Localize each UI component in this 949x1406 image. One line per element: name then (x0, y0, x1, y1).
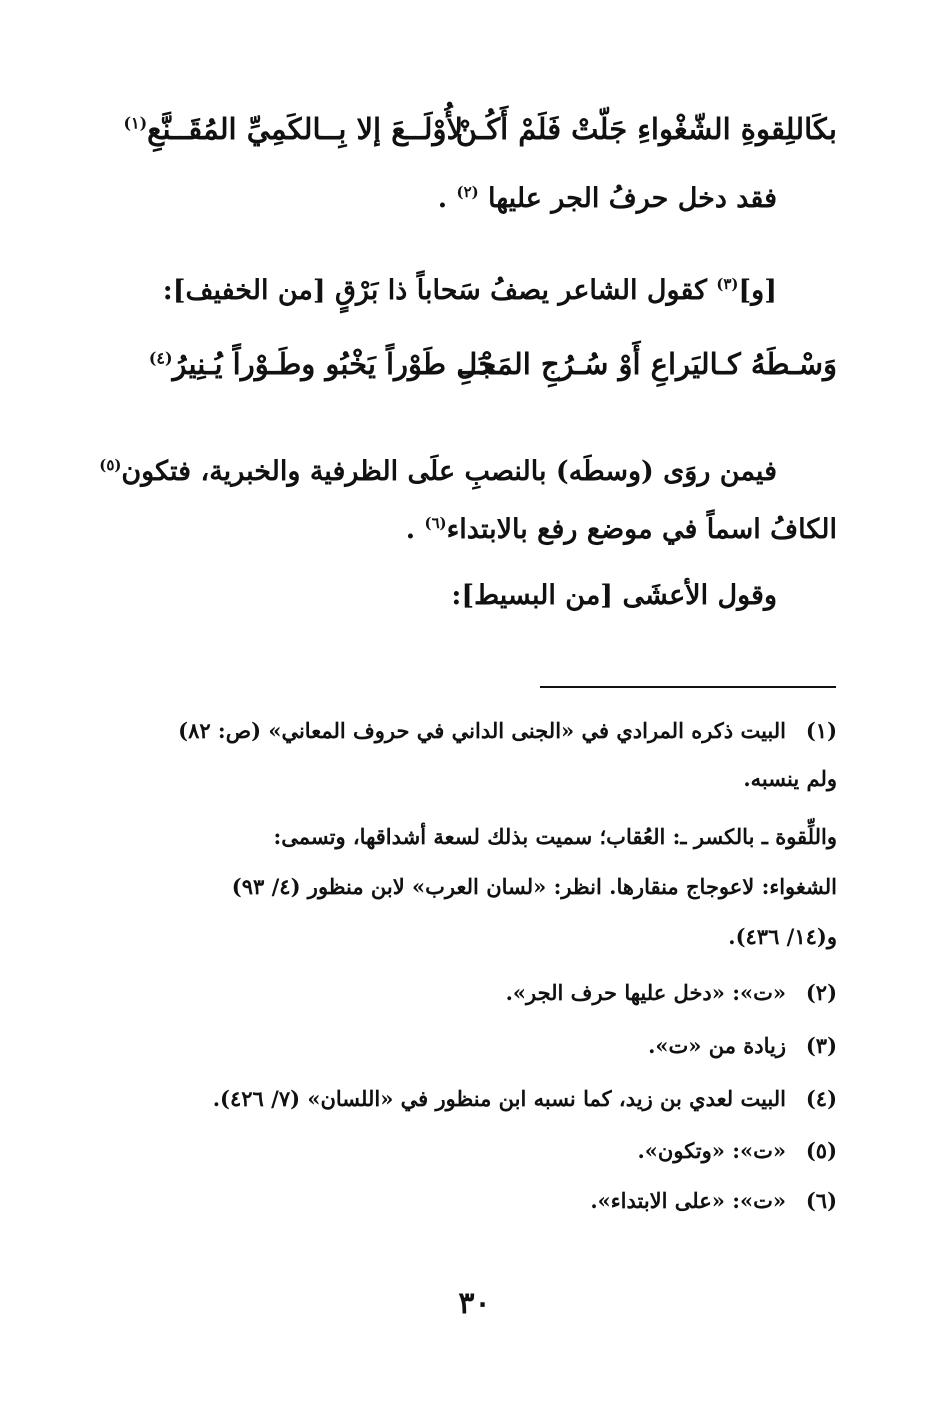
body-line-1-text: فقد دخل حرفُ الجر عليها (488, 183, 777, 214)
footnote-6-text-content: «ت»: «على الابتداء». (590, 1188, 786, 1213)
footnote-1-line-1 (178, 718, 786, 743)
footnote-1-line-3-text: واللِّقوة ـ بالكسر ـ: العُقاب؛ سميت بذلك لسعة أشداقها، وتسمى: (273, 824, 837, 849)
body2-line-1-text: فيمن روَى (وسطَه) بالنصبِ علَى الظرفية والخبرية، فتكون (121, 456, 777, 487)
body2-line-2 (406, 514, 837, 545)
footnote-4-text (213, 1086, 786, 1111)
body-line-2 (163, 275, 777, 306)
footnote-5-text (638, 1138, 787, 1163)
footnote-2-text-content: «ت»: «دخل عليها حرف الجر». (505, 980, 786, 1005)
body2-line-3-text: وقول الأعشَى [من البسيط]: (451, 580, 777, 611)
verse2-first-half-text: وَسْـطَهُ كـاليَراعِ أَوْ سُـرُجِ المَجْــ (461, 347, 837, 381)
verse2-second-half (149, 347, 501, 381)
verse2-first-half (461, 347, 837, 381)
page-number (0, 1286, 949, 1321)
footnote-6-number-text: (٦) (805, 1188, 837, 1213)
body-line-2-start: [و] (738, 275, 777, 306)
footnote-3-number (806, 1033, 837, 1058)
footnote-6-text (590, 1188, 786, 1213)
footnote-2-number (806, 980, 837, 1005)
footnote-1-line-4-text: الشغواء: لاعوجاج منقارها. انظر: «لسان العرب» لابن منظور (٤/ ٩٣) (231, 874, 837, 899)
footnote-1-line-3 (273, 824, 837, 849)
body2-line-2-text: الكافُ اسماً في موضع رفع بالابتداء (446, 514, 837, 545)
verse2-second-half-text: ـدَلِ طَوْراً يَخْبُو وطَـوْراً يُـنِيرُ (172, 347, 501, 381)
body-line-1 (438, 183, 777, 214)
footnote-1-number-text: (١) (805, 718, 837, 743)
body2-line-3 (451, 580, 777, 611)
footnote-ref: (٣) (716, 275, 739, 293)
footnote-4-number (806, 1086, 837, 1111)
footnote-2-number-text: (٢) (805, 980, 837, 1005)
footnote-ref: (١) (123, 113, 148, 133)
footnote-5-text-content: «ت»: «وتكون». (637, 1138, 786, 1163)
footnote-3-number-text: (٣) (805, 1033, 837, 1058)
footnote-1-line-4 (232, 874, 837, 899)
footnote-ref: (٢) (456, 183, 479, 201)
footnote-1-line-5 (728, 924, 837, 949)
verse1-first-half-text: بكَاللِقوةِ الشّغْواءِ جَلّتْ فَلَمْ أَكُـنْ (455, 112, 837, 146)
footnote-6-number (806, 1188, 837, 1213)
footnote-5-number-text: (٥) (805, 1138, 837, 1163)
footnote-1-line-5-text: و(١٤/ ٤٣٦). (728, 924, 837, 949)
footnote-2-text (506, 980, 786, 1005)
footnote-4-number-text: (٤) (805, 1086, 837, 1111)
body-line-1-end: . (437, 183, 448, 214)
footnote-1-line-2 (743, 766, 837, 791)
footnote-3-text-content: زيادة من «ت». (648, 1033, 786, 1058)
body-line-2-rest: كقول الشاعر يصفُ سَحاباً ذا بَرْقٍ [من الخفيف]: (162, 275, 717, 306)
footnote-5-number (806, 1138, 837, 1163)
footnote-1-line-1-text: البيت ذكره المرادي في «الجنى الداني في حروف المعاني» (ص: ٨٢) (178, 718, 786, 743)
footnote-separator (540, 686, 836, 688)
verse1-first-half (456, 112, 837, 146)
verse1-second-half (123, 112, 463, 146)
footnote-ref: (٦) (424, 514, 447, 532)
page-number-text: ٣٠ (458, 1286, 491, 1321)
footnote-4-text-content: البيت لعدي بن زيد، كما نسبه ابن منظور في «اللسان» (٧/ ٤٢٦). (212, 1086, 786, 1111)
footnote-1-line-2-text: ولم ينسبه. (743, 766, 837, 791)
footnote-ref: (٥) (99, 456, 122, 474)
body2-line-2-end: . (405, 514, 416, 545)
body2-line-1 (99, 456, 777, 487)
verse1-second-half-text: لأُوْلَــعَ إلا بِــالكَمِيِّ المُقَــنَّعِ (147, 112, 463, 146)
footnote-3-text (648, 1033, 786, 1058)
footnote-1-number (806, 718, 837, 743)
footnote-ref: (٤) (148, 348, 173, 368)
